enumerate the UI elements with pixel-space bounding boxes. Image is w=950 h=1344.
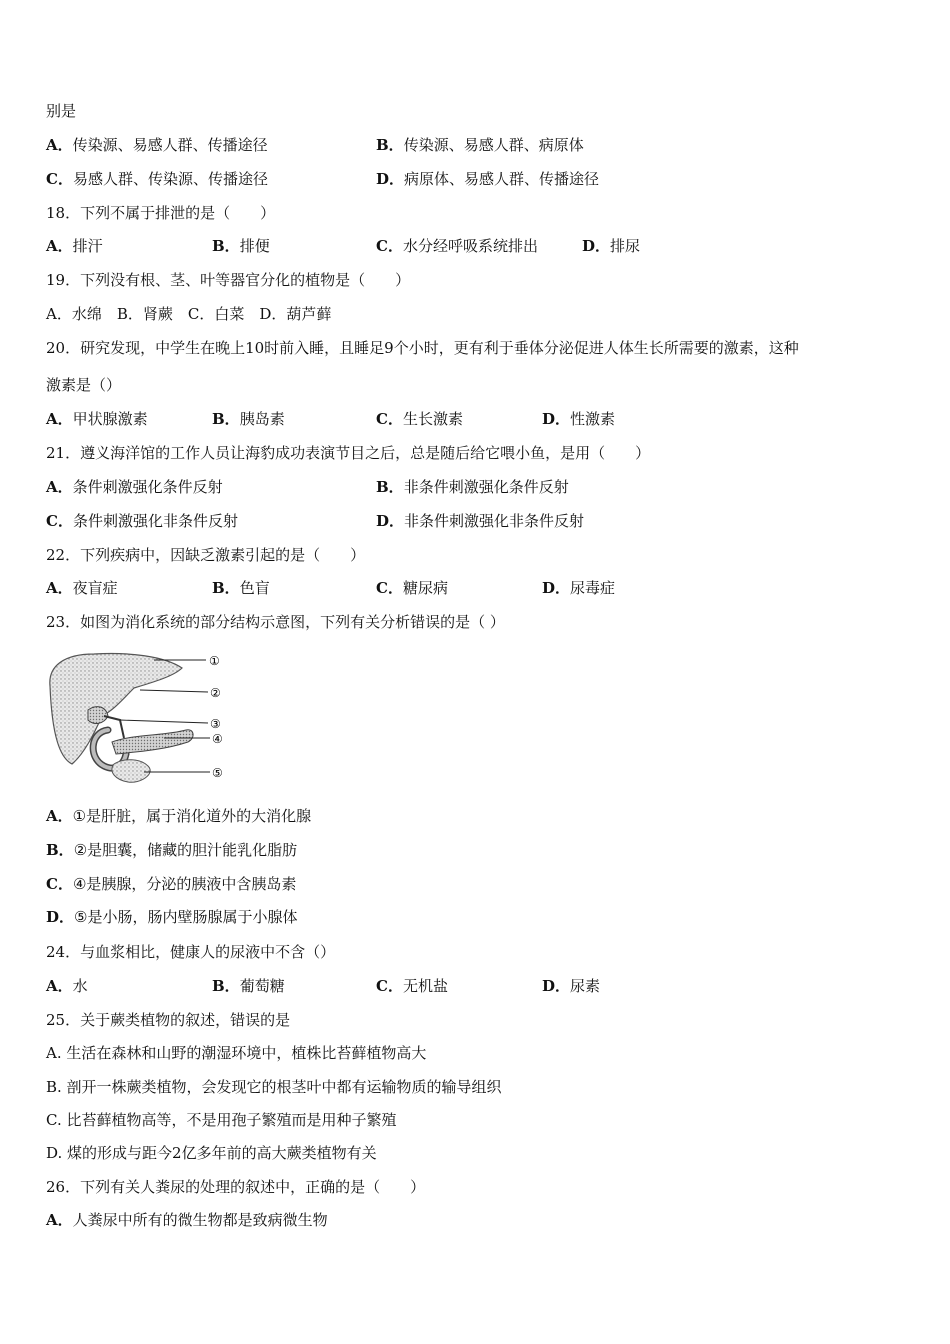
q22-option-b[interactable]: B．色盲 [212,579,270,597]
figure-marker-5: ⑤ [212,766,223,780]
figure-marker-2: ② [210,686,221,700]
q18-option-d[interactable]: D．排尿 [582,237,641,255]
question-26: 26．下列有关人粪尿的处理的叙述中，正确的是（ ） [46,1178,426,1196]
q25-option-d[interactable]: D. 煤的形成与距今2亿多年前的高大蕨类植物有关 [46,1144,377,1162]
q17-option-c[interactable]: C．易感人群、传染源、传播途径 [46,170,268,188]
figure-marker-4: ④ [212,732,223,746]
question-18: 18．下列不属于排泄的是（ ） [46,204,276,222]
q21-option-c[interactable]: C．条件刺激强化非条件反射 [46,512,238,530]
gallbladder-shape [88,707,108,724]
question-20-line-1: 20．研究发现，中学生在晚上10时前入睡，且睡足9个小时，更有利于垂体分泌促进人体生长所需要的激素，这种 [46,339,799,357]
question-22: 22．下列疾病中，因缺乏激素引起的是（ ） [46,546,366,564]
digestive-system-figure [44,646,234,792]
q20-option-b[interactable]: B．胰岛素 [212,410,285,428]
question-25: 25．关于蕨类植物的叙述，错误的是 [46,1011,291,1029]
q22-option-a[interactable]: A．夜盲症 [46,579,118,597]
q23-option-a[interactable]: A．①是肝脏，属于消化道外的大消化腺 [46,807,312,825]
q17-option-d[interactable]: D．病原体、易感人群、传播途径 [376,170,600,188]
q24-option-d[interactable]: D．尿素 [542,977,601,995]
q20-option-a[interactable]: A．甲状腺激素 [46,410,148,428]
q18-option-a[interactable]: A．排汗 [46,237,103,255]
question-20-line-2: 激素是（） [46,376,122,394]
q24-option-c[interactable]: C．无机盐 [376,977,448,995]
q23-option-b[interactable]: B．②是胆囊，储藏的胆汁能乳化脂肪 [46,841,298,859]
q25-option-b[interactable]: B. 剖开一株蕨类植物，会发现它的根茎叶中都有运输物质的输导组织 [46,1078,502,1096]
small-intestine-shape [112,760,150,783]
q24-option-a[interactable]: A．水 [46,977,88,995]
q21-option-d[interactable]: D．非条件刺激强化非条件反射 [376,512,585,530]
q25-option-a[interactable]: A. 生活在森林和山野的潮湿环境中，植株比苔藓植物高大 [46,1044,427,1062]
q26-option-a[interactable]: A．人粪尿中所有的微生物都是致病微生物 [46,1211,328,1229]
q23-option-d[interactable]: D．⑤是小肠，肠内壁肠腺属于小腺体 [46,908,298,926]
q22-option-c[interactable]: C．糖尿病 [376,579,448,597]
question-23: 23．如图为消化系统的部分结构示意图，下列有关分析错误的是（ ） [46,613,505,631]
q18-option-c[interactable]: C．水分经呼吸系统排出 [376,237,538,255]
pancreas-shape [112,730,193,754]
q20-option-d[interactable]: D．性激素 [542,410,616,428]
q24-option-b[interactable]: B．葡萄糖 [212,977,285,995]
q18-option-b[interactable]: B．排便 [212,237,270,255]
question-24: 24．与血浆相比，健康人的尿液中不含（） [46,943,336,961]
q17-option-a[interactable]: A．传染源、易感人群、传播途径 [46,136,268,154]
q25-option-c[interactable]: C. 比苔藓植物高等，不是用孢子繁殖而是用种子繁殖 [46,1111,397,1129]
q19-options[interactable]: A．水绵 B．肾蕨 C．白菜 D．葫芦藓 [46,305,332,323]
q22-option-d[interactable]: D．尿毒症 [542,579,616,597]
q20-option-c[interactable]: C．生长激素 [376,410,463,428]
question-21: 21．遵义海洋馆的工作人员让海豹成功表演节目之后，总是随后给它喂小鱼，是用（ ） [46,444,651,462]
figure-marker-1: ① [209,654,220,668]
figure-marker-3: ③ [210,717,221,731]
q21-option-b[interactable]: B．非条件刺激强化条件反射 [376,478,569,496]
q21-option-a[interactable]: A．条件刺激强化条件反射 [46,478,223,496]
q23-option-c[interactable]: C．④是胰腺，分泌的胰液中含胰岛素 [46,875,297,893]
q17-option-b[interactable]: B．传染源、易感人群、病原体 [376,136,584,154]
question-19: 19．下列没有根、茎、叶等器官分化的植物是（ ） [46,271,411,289]
continued-question-text: 别是 [46,102,77,120]
